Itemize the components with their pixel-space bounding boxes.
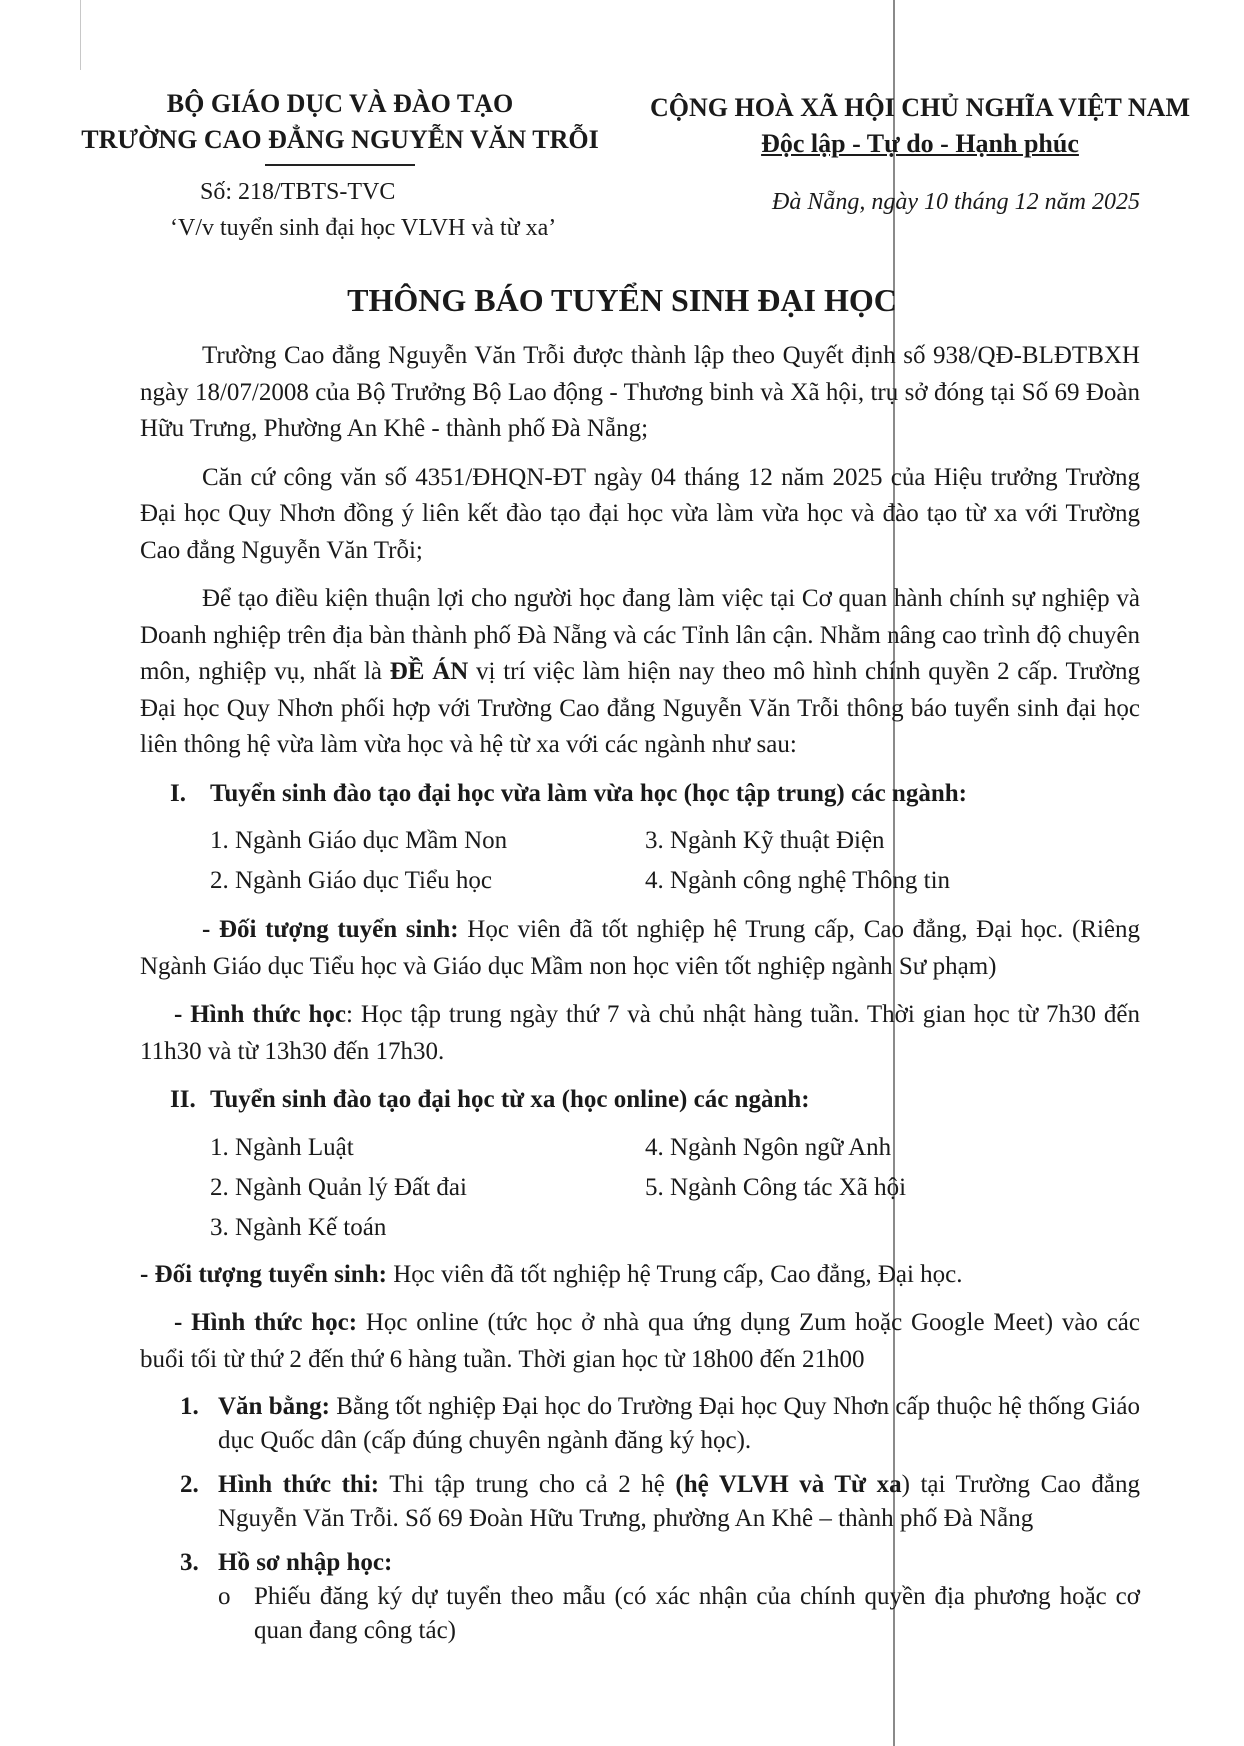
section-1-form [140, 997, 1140, 1070]
document-title: THÔNG BÁO TUYỂN SINH ĐẠI HỌC [347, 282, 897, 318]
item-number: 3. [180, 1549, 199, 1576]
list-item-documents [180, 1546, 1140, 1580]
numbered-list [180, 1390, 1140, 1648]
major-item: 1. Ngành Luật [210, 1133, 354, 1161]
item-label: Hồ sơ nhập học: [218, 1549, 393, 1576]
section-2-target [140, 1257, 1140, 1294]
section-1-heading [170, 776, 1140, 813]
major-item: 1. Ngành Giáo dục Mầm Non [210, 827, 508, 854]
bullet-text: Phiếu đăng ký dự tuyển theo mẫu (có xác nhận của chính quyền địa phương hoặc cơ quan đang công tác) [254, 1583, 1140, 1644]
form-text: Học online (tức học ở nhà qua ứng dụng Zum hoặc Google Meet) vào các buổi tối từ thứ 2 đến thứ 6 hàng tuần. Thời gian học từ 18h00 đến 21h00 [140, 1309, 1140, 1373]
major-item: 4. Ngành công nghệ Thông tin [645, 867, 951, 894]
ministry-name: BỘ GIÁO DỤC VÀ ĐÀO TẠO [166, 89, 514, 118]
major-item [645, 1209, 1045, 1247]
section-1-majors [210, 822, 1140, 900]
form-label: - Hình thức học: [174, 1309, 358, 1336]
item-label: Văn bằng: [218, 1393, 330, 1420]
scan-edge-line-left [80, 0, 81, 70]
major-item: 5. Ngành Công tác Xã hội [645, 1173, 907, 1201]
major-item: 3. Ngành Kỹ thuật Điện [645, 827, 885, 854]
doc-number: Số: 218/TBTS-TVC [200, 179, 396, 205]
country-name: CỘNG HOÀ XÃ HỘI CHỦ NGHĨA VIỆT NAM [649, 93, 1191, 122]
place-date: Đà Nẵng, ngày 10 tháng 12 năm 2025 [772, 189, 1140, 215]
section-2-heading [170, 1082, 1140, 1119]
item-bold: (hệ VLVH và Từ xa [675, 1471, 902, 1498]
issuer-underline [265, 164, 415, 166]
major-item: 2. Ngành Quản lý Đất đai [210, 1173, 467, 1201]
item-text: Bằng tốt nghiệp Đại học do Trường Đại học Quy Nhơn cấp thuộc hệ thống Giáo dục Quốc dân (cấp đúng chuyên ngành đăng ký học). [218, 1393, 1140, 1454]
document-bullet-item [218, 1580, 1140, 1648]
item-number: 2. [180, 1471, 199, 1498]
paragraph-purpose [140, 581, 1140, 764]
circle-bullet-icon: o [218, 1583, 231, 1610]
form-label: - Hình thức học [174, 1001, 347, 1028]
list-item-diploma [180, 1390, 1140, 1458]
document-body [140, 338, 1140, 1648]
major-item: 3. Ngành Kế toán [210, 1213, 387, 1241]
form-text: : Học tập trung ngày thứ 7 và chủ nhật hàng tuần. Thời gian học từ 7h30 đến 11h30 và từ 13h30 đến 17h30. [140, 1001, 1140, 1065]
target-text: Học viên đã tốt nghiệp hệ Trung cấp, Cao đẳng, Đại học. (Riêng Ngành Giáo dục Tiểu học và Giáo dục Mầm non học viên tốt nghiệp ngành Sư phạm) [140, 916, 1140, 980]
section-2-form [140, 1305, 1140, 1378]
item-number: 1. [180, 1393, 199, 1420]
issuer-block [60, 86, 620, 166]
national-motto: Độc lập - Tự do - Hạnh phúc [761, 129, 1079, 158]
doc-subject: ‘V/v tuyển sinh đại học VLVH và từ xa’ [170, 215, 557, 241]
purpose-text-a: Để tạo điều kiện thuận lợi cho người học đang làm việc tại Cơ quan hành chính sự nghiệp và Doanh nghiệp trên địa bàn thành phố Đà Nẵng và các Tỉnh lân cận. Nhằm nâng cao trình độ chuyên môn, nghiệp vụ, nhất là [140, 585, 1140, 685]
section-1-title: Tuyển sinh đào tạo đại học vừa làm vừa học (học tập trung) các ngành: [210, 779, 967, 807]
item-label: Hình thức thi: [218, 1471, 380, 1498]
target-label: - Đối tượng tuyển sinh: [202, 916, 459, 943]
section-2-number: II. [170, 1086, 196, 1113]
target-label: - Đối tượng tuyển sinh: [140, 1260, 387, 1288]
section-2-title: Tuyển sinh đào tạo đại học từ xa (học online) các ngành: [210, 1086, 810, 1113]
section-1-number: I. [170, 779, 186, 807]
major-item: 4. Ngành Ngôn ngữ Anh [645, 1133, 892, 1161]
school-name: TRƯỜNG CAO ĐẲNG NGUYỄN VĂN TRỖI [81, 125, 599, 154]
major-item: 2. Ngành Giáo dục Tiểu học [210, 867, 492, 894]
item-text: ) tại Trường Cao đẳng Nguyễn Văn Trỗi. Số 69 Đoàn Hữu Trưng, phường An Khê – thành phố Đà Nẵng [218, 1471, 1140, 1532]
purpose-bold: ĐỀ ÁN [389, 658, 469, 685]
paragraph-establishment: Trường Cao đẳng Nguyễn Văn Trỗi được thành lập theo Quyết định số 938/QĐ-BLĐTBXH ngày 18/07/2008 của Bộ Trưởng Bộ Lao động - Thương binh và Xã hội, trụ sở đóng tại Số 69 Đoàn Hữu Trưng, Phường An Khê - thành phố Đà Nẵng; [140, 342, 1140, 442]
national-block [640, 90, 1200, 162]
target-text: Học viên đã tốt nghiệp hệ Trung cấp, Cao đẳng, Đại học. [386, 1260, 963, 1288]
paragraph-legal-basis: Căn cứ công văn số 4351/ĐHQN-ĐT ngày 04 tháng 12 năm 2025 của Hiệu trưởng Trường Đại học Quy Nhơn đồng ý liên kết đào tạo đại học vừa làm vừa học và đào tạo từ xa với Trường Cao đẳng Nguyễn Văn Trỗi; [140, 463, 1140, 564]
list-item-exam [180, 1468, 1140, 1536]
section-1-target [140, 912, 1140, 985]
item-text: Thi tập trung cho cả 2 hệ [379, 1471, 676, 1498]
section-2-majors [210, 1129, 1140, 1247]
purpose-text-b: vị trí việc làm hiện nay theo mô hình chính quyền 2 cấp. Trường Đại học Quy Nhơn phối hợp với Trường Cao đẳng Nguyễn Văn Trỗi thông báo tuyển sinh đại học liên thông hệ vừa làm vừa học và hệ từ xa với các ngành như sau: [140, 658, 1141, 758]
